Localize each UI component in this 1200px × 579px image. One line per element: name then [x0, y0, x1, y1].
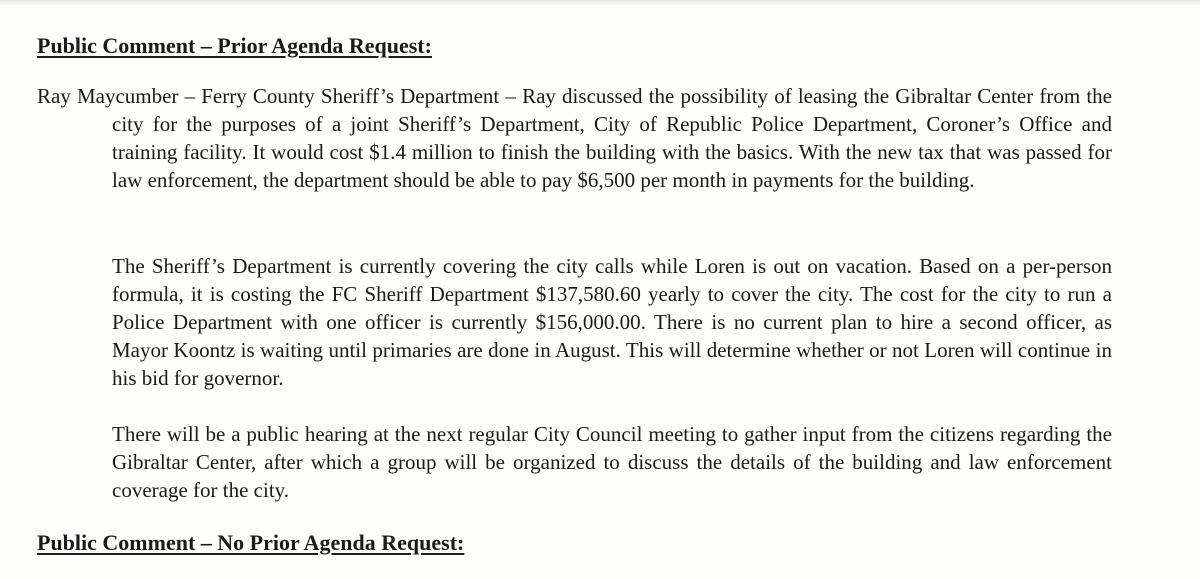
page-edge-shadow — [0, 0, 1200, 6]
paragraph-sheriff-coverage: The Sheriff’s Department is currently covering the city calls while Loren is out on vacation. Based on a per-person formula, it is costing the FC Sheriff Department $137,580.60 yearly to cover the city. The cost for the city to run a Police Department with one officer is currently $156,000.00. There is no current plan to hire a second officer, as Mayor Koontz is waiting until primaries are done in August. This will determine whether or not Loren will continue in his bid for governor. — [112, 254, 1112, 390]
heading-prior-agenda-request: Public Comment – Prior Agenda Request: — [37, 33, 432, 58]
paragraph-public-hearing: There will be a public hearing at the next regular City Council meeting to gather input from the citizens regarding the Gibraltar Center, after which a group will be organized to discuss the details of the building and law enforcement coverage for the city. — [112, 422, 1112, 502]
heading-no-prior-agenda-request: Public Comment – No Prior Agenda Request: — [37, 530, 465, 555]
paragraph-ray-maycumber: Ray Maycumber – Ferry County Sheriff’s Department – Ray discussed the possibility of leasing the Gibraltar Center from the city for the purposes of a joint Sheriff’s Department, City of Republic Police Department, Coroner’s Office and training facility. It would cost $1.4 million to finish the building with the basics. With the new tax that was passed for law enforcement, the department should be able to pay $6,500 per month in payments for the building. — [37, 84, 1112, 192]
